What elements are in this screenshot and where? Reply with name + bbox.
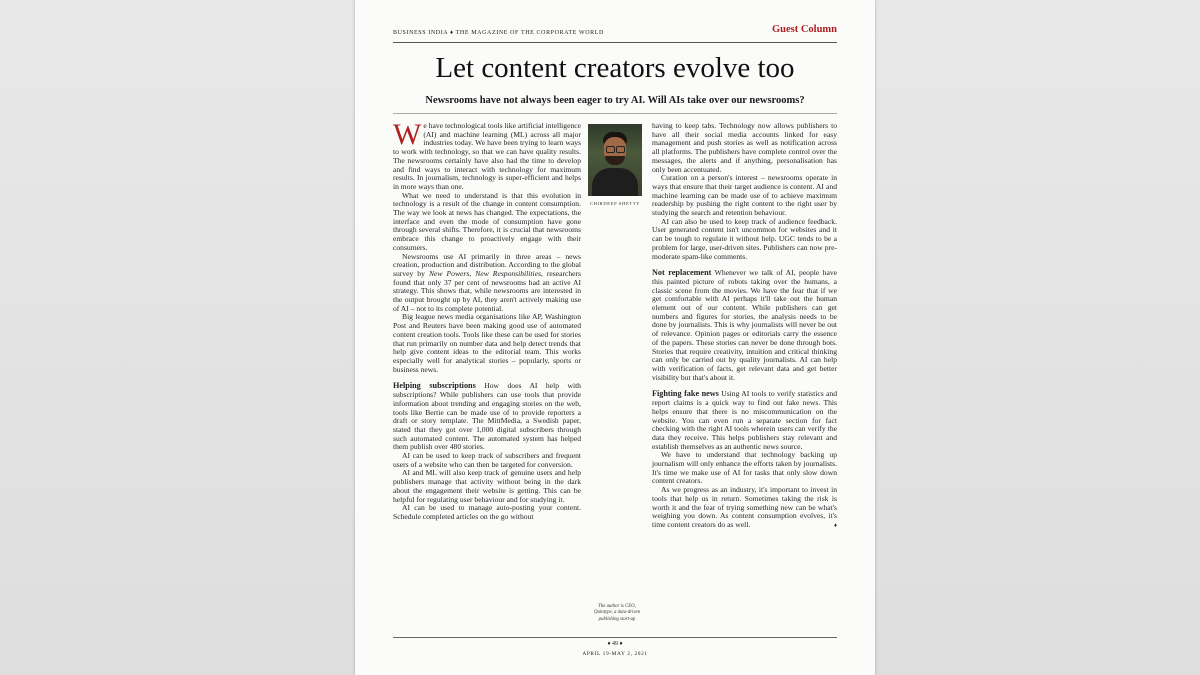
running-head — [393, 24, 837, 43]
subhead-fighting-fake-news: Fighting fake news — [652, 389, 719, 399]
paragraph: having to keep tabs. Technology now allows publishers to have all their social media accounts linked for easy management and push stories as well as notification across all platforms. The publishers have complete control over the messages, the alerts and if anything, personalisation has only been accentuated. — [652, 121, 837, 174]
author-note: The author is CEO, Quintype, a data-driven publishing start-up — [594, 604, 640, 622]
paragraph: AI can also be used to keep track of audience feedback. User generated content isn't uncommon for websites and it can be tough to regulate it without help. UGC tends to be a problem for large, user-driven sites. Publishers can now pre-moderate spam-like comments. — [652, 216, 837, 261]
paragraph: AI can be used to keep track of subscribers and frequent users of a website who can then be targeted for conversion. — [393, 451, 581, 469]
publication-name: BUSINESS INDIA ♦ THE MAGAZINE OF THE CORPORATE WORLD — [393, 30, 604, 36]
paragraph: AI can be used to manage auto-posting your content. Schedule completed articles on the go without — [393, 503, 581, 521]
survey-title: New Powers, New Responsibilities — [428, 268, 541, 278]
paragraph: We have technological tools like artificial intelligence (AI) and machine learning (ML) across all major industries today. We have been trying to learn ways to work with technology, so that we can have quality results. The newsrooms certainly have also had the time to develop and find ways to interact with technology for maximum results. In journalism, technology is super-efficient and helps in more ways than one. — [393, 118, 581, 191]
paragraph: Big league news media organisations like AP, Washington Post and Reuters have been making good use of automated content creation tools. Tools like these can be used for stories that run primarily on number data and help detect trends that help give content ideas to the editorial team. This works especially well for analytical stories – popularly, sports or business news. — [393, 312, 581, 374]
drop-cap: W — [393, 118, 422, 151]
paragraph: Not replacement Whenever we talk of AI, people have this painted picture of robots taking over the humans, a classic scene from the movies. We have the fear that if we get comfortable with AI perhaps it'll take out the human element out of our content. While publishers can get numbers and figures for stories, the analysis needs to be done by journalists. This is why journalists will never be out of relevance. Opinion pages or editorials carry the essence of the papers. These stories can never be done through bots. Stories that require creativity, intuition and critical thinking can only be carried out by quality journalists. AI can help with verification of facts, get relevant data and get better visibility but that's about it. — [652, 268, 838, 382]
viewer-background-left — [0, 0, 355, 675]
paragraph: AI and ML will also keep track of genuine users and help publishers manage that activity without being in the dark about the engagement their website is getting. This can be helpful for regulating user behaviour and for studying it. — [393, 468, 581, 504]
article-headline: Let content creators evolve too — [435, 52, 795, 84]
end-mark-icon: ♦ — [833, 522, 837, 529]
column-right — [652, 122, 837, 531]
section-label: Guest Column — [771, 24, 837, 35]
page-number: ♦ 49 ♦ — [607, 641, 623, 647]
magazine-page — [355, 0, 875, 675]
subhead-not-replacement: Not replacement — [652, 268, 712, 278]
paragraph: As we progress as an industry, it's important to invest in tools that help us in return. Sometimes taking the risk is worth it and the fear of trying something new can be what's weighing you down. As content consumption evolves, it's time content creators do as well. ♦ — [652, 485, 837, 529]
bottom-divider — [393, 637, 837, 638]
issue-date: APRIL 19-MAY 2, 2021 — [582, 651, 648, 657]
author-photo — [588, 124, 642, 196]
paragraph: Helping subscriptions How does AI help with subscriptions? While publishers can use tools that provide information about trending and engaging stories on the web, tools like Bertie can be made use of to provide reporters a draft or story template. The MittMedia, a Swedish paper, stated that they got over 1,000 digital subscribers through such automated content. The automated system has helped them publish over 480 stories. — [393, 381, 581, 452]
paragraph: What we need to understand is that this evolution in technology is a result of the change in content consumption. The way we look at news has changed. The expectations, the interface and even the mode of consumption have gone through several shifts. Therefore, it is crucial that newsrooms embrace this change to proactively engage with their consumers. — [393, 190, 581, 252]
paragraph: Newsrooms use AI primarily in three areas – news creation, production and distribution. According to the global survey by New Powers, New Responsibilities, researchers found that only 37 per cent of newsrooms had an active AI strategy. This shows that, while newsrooms are interested in the output brought up by AI, they aren't actively making use of AI – not to its complete potential. — [393, 251, 582, 313]
top-divider — [393, 113, 837, 114]
paragraph: Fighting fake news Using AI tools to verify statistics and report claims is a quick way to find out fake news. This helps ensure that there is no miscommunication on the website. You can even run a separate section for fact checking with the right AI tools wherein users can verify the data they receive. This helps publishers stay relevant and establish themselves as an authentic news source. — [652, 389, 837, 451]
viewer-background-right — [875, 0, 1200, 675]
article-standfirst: Newsrooms have not always been eager to try AI. Will AIs take over our newsrooms? — [425, 95, 805, 106]
photo-caption: CHIRDEEP SHETTY — [589, 201, 641, 206]
paragraph: Curation on a person's interest – newsrooms operate in ways that ensure that their target audience is content. AI and machine learning can be made use of to achieve maximum readership by pushing the right content to the right user by studying the search and retention behaviour. — [652, 173, 837, 218]
subhead-helping-subscriptions: Helping subscriptions — [393, 381, 476, 391]
paragraph: We have to understand that technology backing up journalism will only enhance the efforts taken by journalists. It's time we make use of AI for tasks that only slow down content creators. — [652, 450, 837, 486]
column-left — [393, 118, 582, 522]
